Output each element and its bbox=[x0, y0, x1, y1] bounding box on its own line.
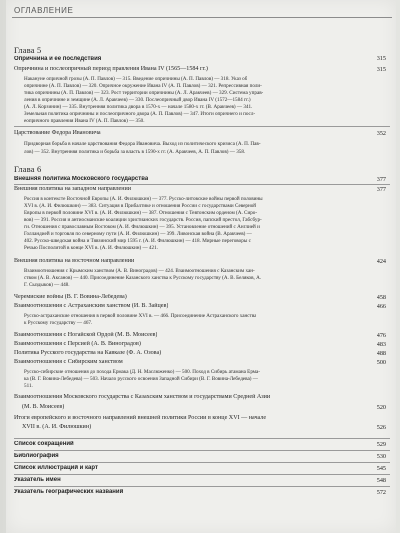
sub-line: еопричного правления Ивана IV (А. П. Павлов) — 350. bbox=[24, 118, 145, 124]
ch6-entry-page: 520 bbox=[376, 404, 386, 411]
sub-line: лов) — 352. Внутренняя политика и борьба за власть в 1590-х гг. (А. Аракчеев, А. П. Павлов) — 358. bbox=[24, 149, 246, 155]
sub-line: опричнине (А. П. Павлов) — 320. Опричное окружение Ивана IV (А. П. Павлов) — 321. Репрессивная поли- bbox=[24, 83, 262, 89]
backmatter-page: 530 bbox=[376, 453, 386, 460]
sub-line: Речью Посполитой в конце XVI в. (А. И. Филюшкин) — 421. bbox=[24, 245, 158, 251]
sub-line: 402. Русско-шведская война и Тявзинский мир 1595 г. (А. И. Филюшкин) — 418. Мирные переговоры с bbox=[24, 238, 251, 244]
ch6-entry-page: 526 bbox=[376, 424, 386, 431]
sub-line: вов) — 391. Россия и антиосманские коалиции христианских государств. Россия, папский престол, Габсбур- bbox=[24, 217, 262, 223]
ch6-entry-title: Черемиские войны (В. Г. Вовина-Лебедева) bbox=[14, 294, 127, 300]
ch6-entry-title: Взаимоотношения Московского государства с Казахским ханством и государствами Средней Азии bbox=[14, 394, 271, 400]
sub-line: ги. Отношения с православным Востоком (А. И. Филюшкин) — 395. Установление отношений с Англией и bbox=[24, 224, 260, 230]
ch6-entry-page: 500 bbox=[376, 359, 386, 366]
section-divider bbox=[14, 450, 390, 451]
sub-line: ством (А. В. Аксанов) — 440. Присоединение Казанского ханства к Русскому государству (А. В. Беляков, А. bbox=[24, 275, 262, 281]
section-divider bbox=[14, 438, 390, 439]
sub-line: Придворная борьба в начале царствования Федора Ивановича. Выход из политического кризиса (А. П. Пав- bbox=[24, 141, 261, 147]
sub-line: Европы в первой половине XVI в. (А. И. Филюшкин) — 387. Отношения с Тевтонским орденом (А. Сиро- bbox=[24, 210, 258, 216]
ch6-entry-title: Взаимоотношения с Персией (А. В. Виноградов) bbox=[14, 341, 141, 347]
backmatter-page: 545 bbox=[376, 465, 386, 472]
section-divider bbox=[14, 462, 390, 463]
chapter5-title: Глава 5 bbox=[14, 46, 42, 55]
backmatter-page: 548 bbox=[376, 477, 386, 484]
sub-line: Русско-астраханские отношения в первой половине XVI в. — 466. Присоединение Астраханского ханства bbox=[24, 313, 257, 319]
ch6-entry-page: 377 bbox=[376, 176, 386, 183]
sub-line: ка (В. Г. Вовина-Лебедева) — 503. Начало русского освоения Западной Сибири (В. Г. Вовина-Лебедева) — bbox=[24, 376, 258, 382]
backmatter-title: Список иллюстраций и карт bbox=[14, 465, 98, 471]
ch6-entry-page: 476 bbox=[376, 332, 386, 339]
section-divider bbox=[14, 474, 390, 475]
backmatter-title: Библиография bbox=[14, 453, 59, 459]
backmatter-page: 529 bbox=[376, 441, 386, 448]
ch6-entry-title: Внешняя политика на западном направлении bbox=[14, 186, 132, 192]
book-page bbox=[6, 0, 396, 533]
chapter5-page: 315 bbox=[376, 55, 386, 62]
sub-line: XVI в. (А. И. Филюшкин) — 383. Ситуация в Прибалтике и отношения России с государствами Северной bbox=[24, 203, 257, 209]
ch6-entry-title-cont: (М. В. Моисеев) bbox=[22, 404, 65, 410]
ch6-entry-page: 424 bbox=[376, 258, 386, 265]
sub-line: 511. bbox=[24, 383, 33, 389]
ch6-entry-title: Политика Русского государства на Кавказе (Ф. А. Озова) bbox=[14, 350, 162, 356]
sub-line: тика опричнины (А. П. Павлов) — 323. Рост территории опричнины (А. Л. Аракчеев) — 329. Система управ- bbox=[24, 90, 264, 96]
section-divider bbox=[14, 486, 390, 487]
ch5-sec3-page: 352 bbox=[376, 130, 386, 137]
ch6-entry-page: 458 bbox=[376, 294, 386, 301]
sub-line: Г. Сыздыков) — 448. bbox=[24, 282, 70, 288]
ch6-entry-title: Внешняя политика на восточном направлении bbox=[14, 258, 135, 264]
ch6-entry-page: 483 bbox=[376, 341, 386, 348]
ch5-sec2-title: Опричнина и послеопричный период правления Ивана IV (1565—1584 гг.) bbox=[14, 66, 208, 72]
sub-line: Взаимоотношения с Крымским ханством (А. В. Виноградов) — 424. Взаимоотношения с Казанским хан- bbox=[24, 268, 255, 274]
ch6-entry-title: Взаимоотношения с Сибирским ханством bbox=[14, 359, 123, 365]
sub-line: (А. Л. Корзинин) — 335. Внутренняя политика двора в 1570-х — начале 1580-х гг. (В. Аракчеев) — 341. bbox=[24, 104, 253, 110]
sub-line: Накануне опричной грозы (А. П. Павлов) — 315. Введение опричнины (А. П. Павлов) — 318. Указ об bbox=[24, 76, 248, 82]
section-divider bbox=[14, 126, 390, 127]
ch6-entry-page: 488 bbox=[376, 350, 386, 357]
ch6-entry-page: 377 bbox=[376, 186, 386, 193]
ch6-entry-title: Итоги европейского и восточного направлений внешней политики России в конце XVI — начале bbox=[14, 415, 267, 421]
ch5-sec1-title: Опричнина и ее последствия bbox=[14, 56, 102, 62]
chapter6-title: Глава 6 bbox=[14, 165, 42, 174]
sub-line: к Русскому государству — 467. bbox=[24, 320, 93, 326]
toc-content bbox=[14, 0, 390, 533]
backmatter-page: 572 bbox=[376, 489, 386, 496]
sub-line: Россия в контексте Восточной Европы (А. И. Филюшкин) — 377. Русско-литовские войны первой половины bbox=[24, 196, 263, 202]
ch6-entry-title: Внешняя политика Московского государства bbox=[14, 176, 149, 182]
ch6-entry-title: Взаимоотношения с Астраханским ханством (И. В. Зайцев) bbox=[14, 303, 169, 309]
running-header: ОГЛАВЛЕНИЕ bbox=[14, 6, 74, 15]
backmatter-title: Список сокращений bbox=[14, 441, 74, 447]
ch6-entry-title-cont: XVII в. (А. И. Филюшкин) bbox=[22, 424, 92, 430]
section-divider bbox=[14, 184, 390, 185]
sub-line: Голландией и торговля по северному пути (А. И. Филюшкин) — 399. Ливонская война (В. Аракчеев) — bbox=[24, 231, 252, 237]
ch6-entry-title: Взаимоотношения с Ногайской Ордой (М. В. Моисеев) bbox=[14, 332, 158, 338]
sub-line: ления в опричнине и земщине (А. Л. Аракчеев) — 330. Послеопричный двор Ивана IV (1572—1584 гг.) bbox=[24, 97, 251, 103]
sub-line: Русско-сибирские отношения до похода Ермака (Д. Н. Маслюженко) — 500. Поход в Сибирь атамана Ерма- bbox=[24, 369, 261, 375]
ch5-sec2-page: 315 bbox=[376, 66, 386, 73]
ch6-entry-page: 466 bbox=[376, 303, 386, 310]
ch5-sec3-title: Царствование Федора Ивановича bbox=[14, 130, 101, 136]
backmatter-title: Указатель имен bbox=[14, 477, 61, 483]
sub-line: Земельная политика опричнины и послеопричного двора (А. П. Павлов) — 347. Итоги опричнего и посл- bbox=[24, 111, 256, 117]
backmatter-title: Указатель географических названий bbox=[14, 489, 124, 495]
